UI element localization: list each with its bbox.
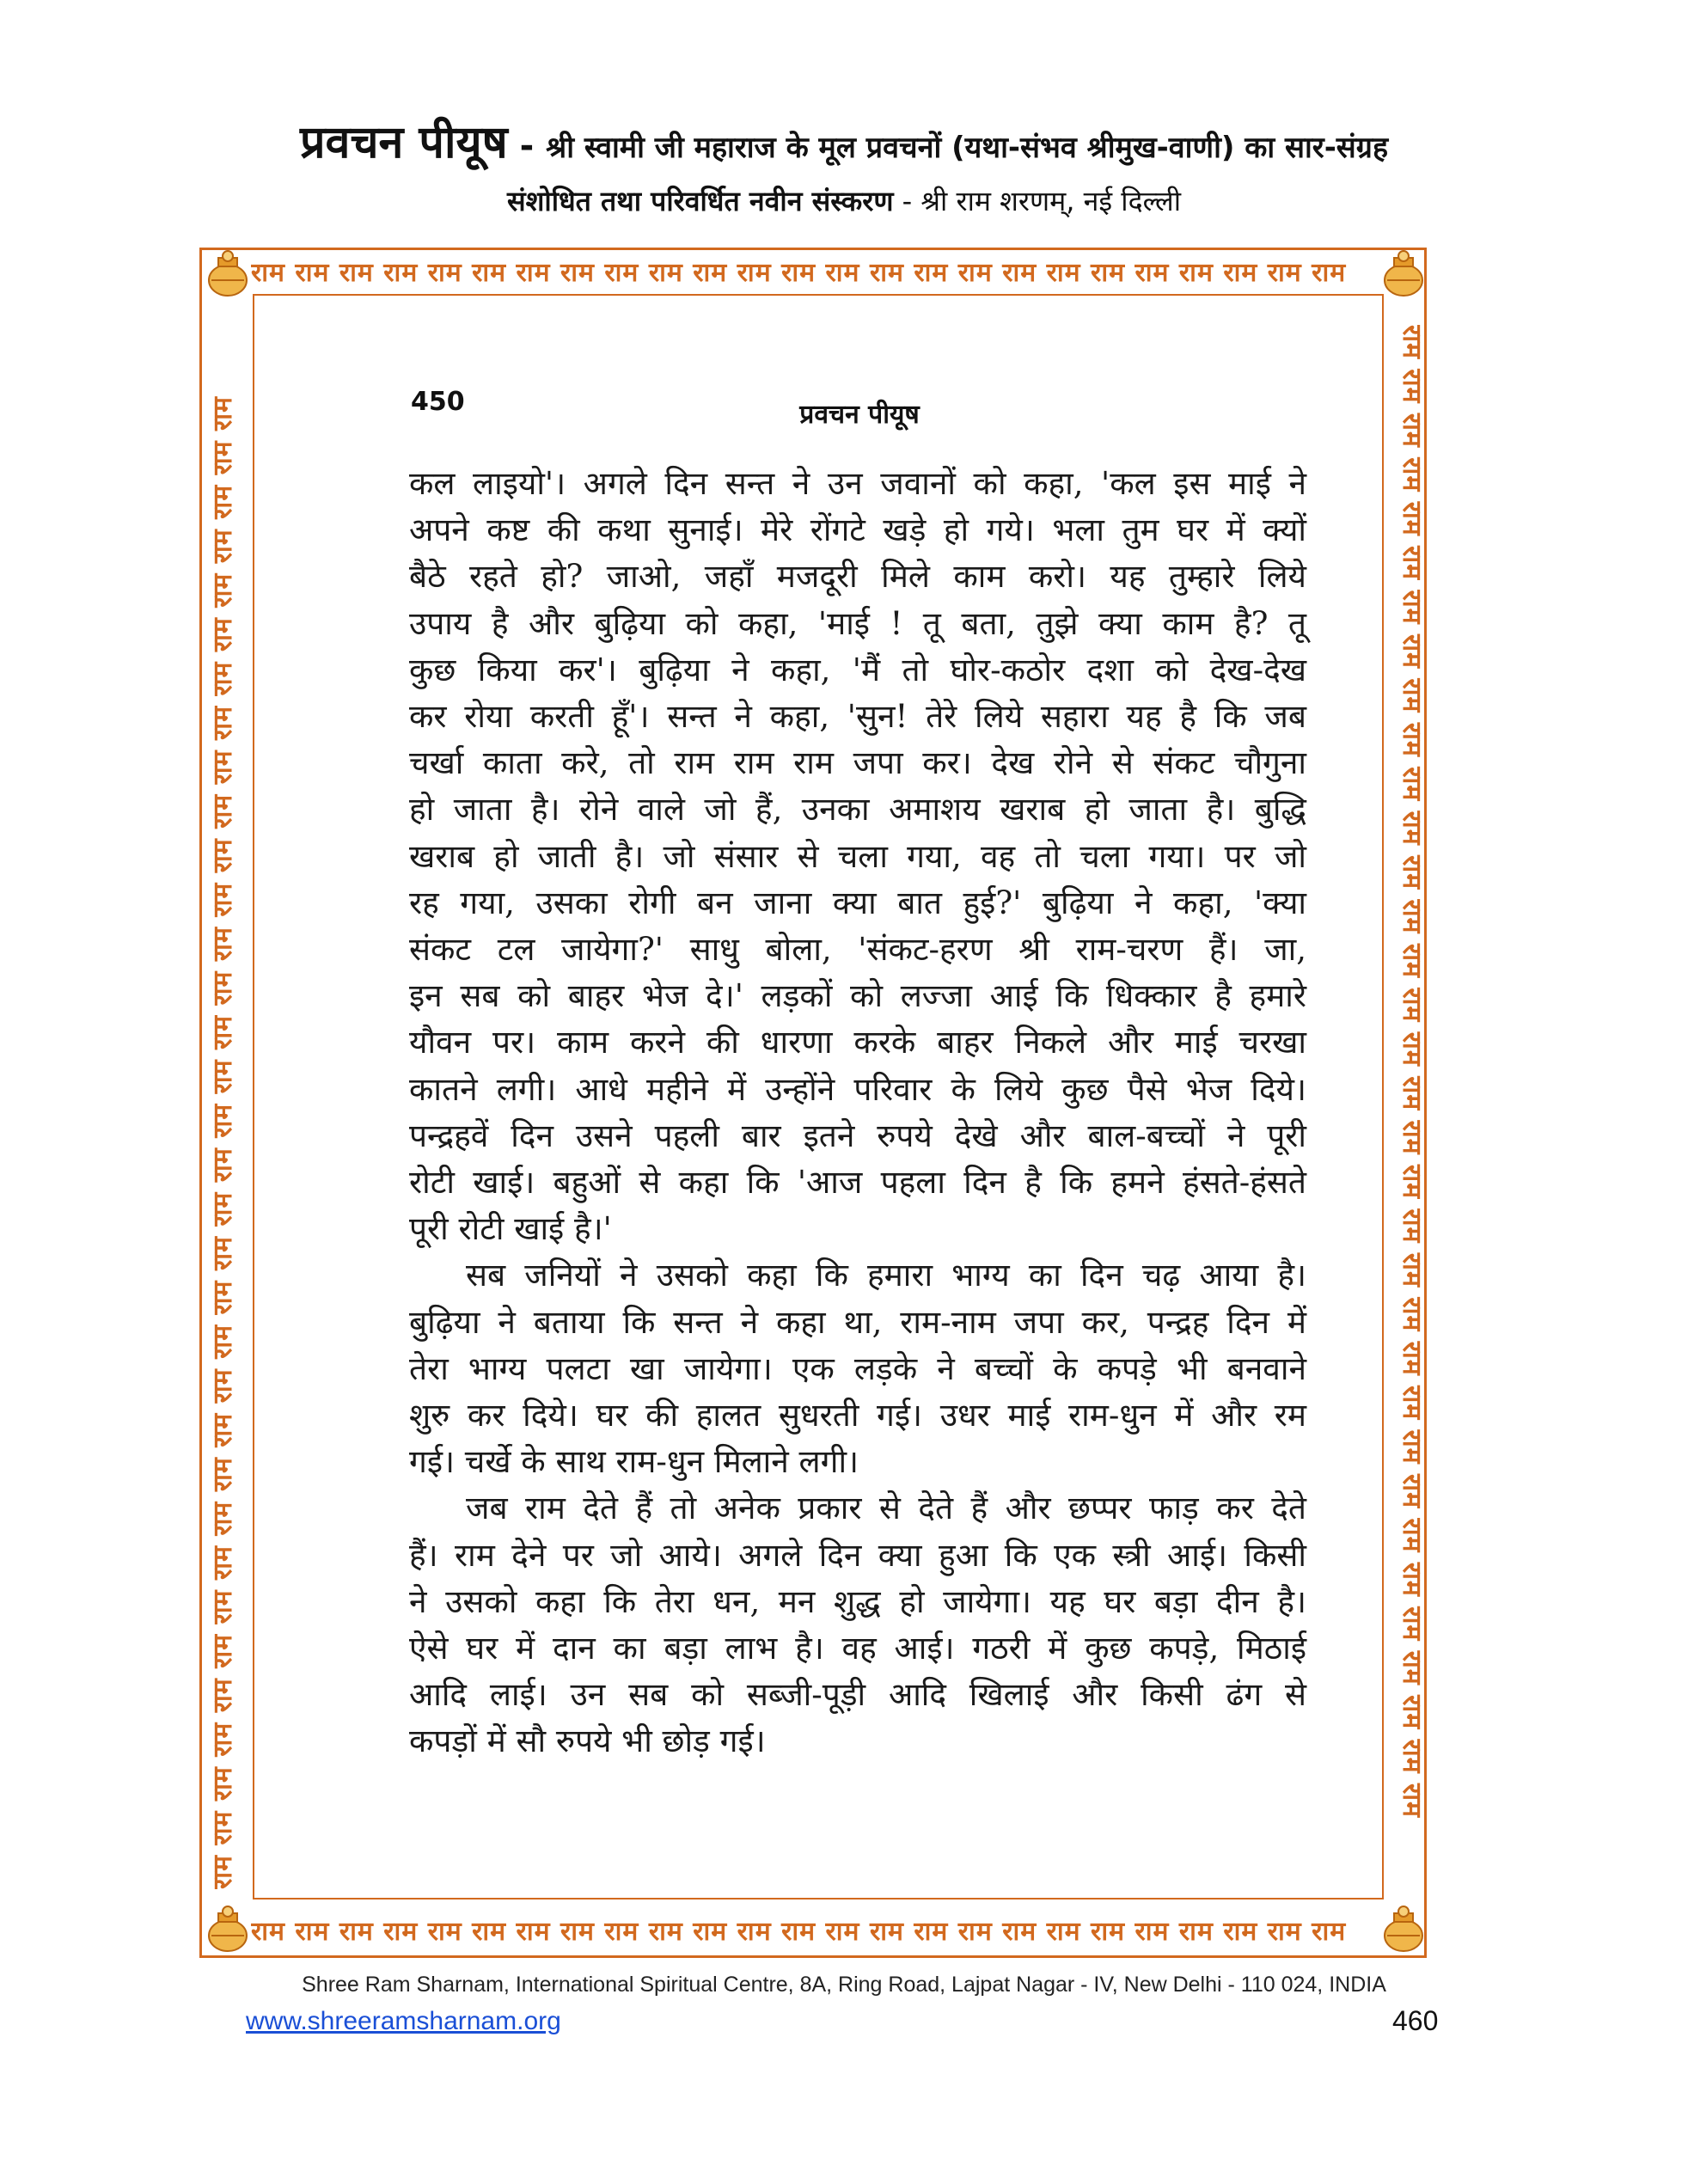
book-running-title: प्रवचन पीयूष [799,400,920,430]
text-line: कर रोया करती हूँ'। सन्त ने कहा, 'सुन! तेरे लिये सहारा यह है कि जब [409,698,1306,736]
text-line: तेरा भाग्य पलटा खा जायेगा। एक लड़के ने बच्चों के कपड़े भी बनवाने [409,1349,1306,1387]
text-line: खराब हो जाती है। जो संसार से चला गया, वह तो चला गया। पर जो [409,837,1306,875]
text-line: शुरु कर दिये। घर की हालत सुधरती गई। उधर माई राम-धुन में और रम [409,1397,1306,1435]
footer-page-number: 460 [1392,2005,1439,2036]
header-subtitle: श्री स्वामी जी महाराज के मूल प्रवचनों (यथा-संभव श्रीमुख-वाणी) का सार-संग्रह [546,131,1389,165]
border-top-ram: राम राम राम राम राम राम राम राम राम राम राम राम राम राम राम राम राम राम राम राम राम राम राम राम राम [251,258,1347,288]
edition-publisher: - श्री राम शरणम्, नई दिल्ली [893,185,1181,217]
text-line: उपाय है और बुढ़िया को कहा, 'माई ! तू बता, तुझे क्या काम है? तू [409,604,1306,642]
text-line: हैं। राम देने पर जो आये। अगले दिन क्या हुआ कि एक स्त्री आई। किसी [409,1536,1306,1574]
text-line: इन सब को बाहर भेज दे।' लड़कों को लज्जा आई कि धिक्कार है हमारे [409,977,1306,1015]
text-line: ने उसको कहा कि तेरा धन, मन शुद्ध हो जायेगा। यह घर बड़ा दीन है। [409,1582,1306,1620]
border-left-ram [205,325,242,1889]
text-line: सब जनियों ने उसको कहा कि हमारा भाग्य का दिन चढ़ आया है। [466,1257,1306,1294]
edition-label: संशोधित तथा परिवर्धित नवीन संस्करण [507,185,894,217]
header-separator: - [507,126,547,166]
text-line: पन्द्रहवें दिन उसने पहली बार इतने रुपये देखे और बाल-बच्चों ने पूरी [409,1116,1306,1154]
text-line: संकट टल जायेगा?' साधु बोला, 'संकट-हरण श्री राम-चरण हैं। जा, [409,931,1306,969]
text-line: कल लाइयो'। अगले दिन सन्त ने उन जवानों को कहा, 'कल इस माई ने [409,465,1306,502]
text-line: यौवन पर। काम करने की धारणा करके बाहर निकले और माई चरखा [409,1024,1306,1061]
border-bottom-ram: राम राम राम राम राम राम राम राम राम राम राम राम राम राम राम राम राम राम राम राम राम राम राम राम राम [251,1917,1347,1947]
text-line: आदि लाई। उन सब को सब्जी-पूड़ी आदि खिलाई और किसी ढंग से [409,1676,1306,1714]
text-line: कुछ किया कर'। बुढ़िया ने कहा, 'मैं तो घोर-कठोर दशा को देख-देख [409,651,1306,688]
border-left-text: राम राम राम राम राम राम राम राम राम राम राम राम राम राम राम राम राम राम राम राम राम राम राम राम राम राम राम राम राम राम राम राम राम राम [208,396,238,1889]
footer-website-link[interactable]: www.shreeramsharnam.org [246,2007,561,2035]
text-line: गई। चर्खे के साथ राम-धुन मिलाने लगी। [409,1443,859,1481]
header-title: प्रवचन पीयूष [299,117,508,168]
header-line-1 [0,110,1688,171]
kalash-icon-bottom-right [1379,1905,1428,1956]
text-line: रोटी खाई। बहुओं से कहा कि 'आज पहला दिन है कि हमने हंसते-हंसते [409,1164,1306,1202]
footer-address: Shree Ram Sharnam, International Spiritual Centre, 8A, Ring Road, Lajpat Nagar - IV, New Delhi - 110 024, INDIA [302,1973,1386,1997]
kalash-icon-top-right [1379,249,1428,301]
text-line: अपने कष्ट की कथा सुनाई। मेरे रोंगटे खड़े हो गये। भला तुम घर में क्यों [409,511,1306,549]
text-line: बुढ़िया ने बताया कि सन्त ने कहा था, राम-नाम जपा कर, पन्द्रह दिन में [409,1303,1306,1341]
kalash-icon-top-left [203,249,253,301]
header-line-2 [0,182,1688,219]
book-body-text [409,461,1306,1765]
border-right-text: राम राम राम राम राम राम राम राम राम राम राम राम राम राम राम राम राम राम राम राम राम राम राम राम राम राम राम राम राम राम राम राम राम राम [1397,325,1427,1818]
text-line: ऐसे घर में दान का बड़ा लाभ है। वह आई। गठरी में कुछ कपड़े, मिठाई [409,1630,1306,1667]
text-line: रह गया, उसका रोगी बन जाना क्या बात हुई?' बुढ़िया ने कहा, 'क्या [409,884,1306,921]
border-right-ram [1392,325,1430,1889]
text-line: बैठे रहते हो? जाओ, जहाँ मजदूरी मिले काम करो। यह तुम्हारे लिये [409,558,1306,596]
text-line: हो जाता है। रोने वाले जो हैं, उनका अमाशय खराब हो जाता है। बुद्धि [409,791,1306,829]
text-line: कपड़ों में सौ रुपये भी छोड़ गई। [409,1722,766,1760]
text-line: जब राम देते हैं तो अनेक प्रकार से देते हैं और छप्पर फाड़ कर देते [466,1490,1306,1527]
kalash-icon-bottom-left [203,1905,253,1956]
text-line: कातने लगी। आधे महीने में उन्होंने परिवार के लिये कुछ पैसे भेज दिये। [409,1070,1306,1108]
text-line: चर्खा काता करे, तो राम राम राम जपा कर। देख रोने से संकट चौगुना [409,744,1306,782]
text-line: पूरी रोटी खाई है।' [409,1210,612,1248]
book-page-number: 450 [411,387,465,417]
